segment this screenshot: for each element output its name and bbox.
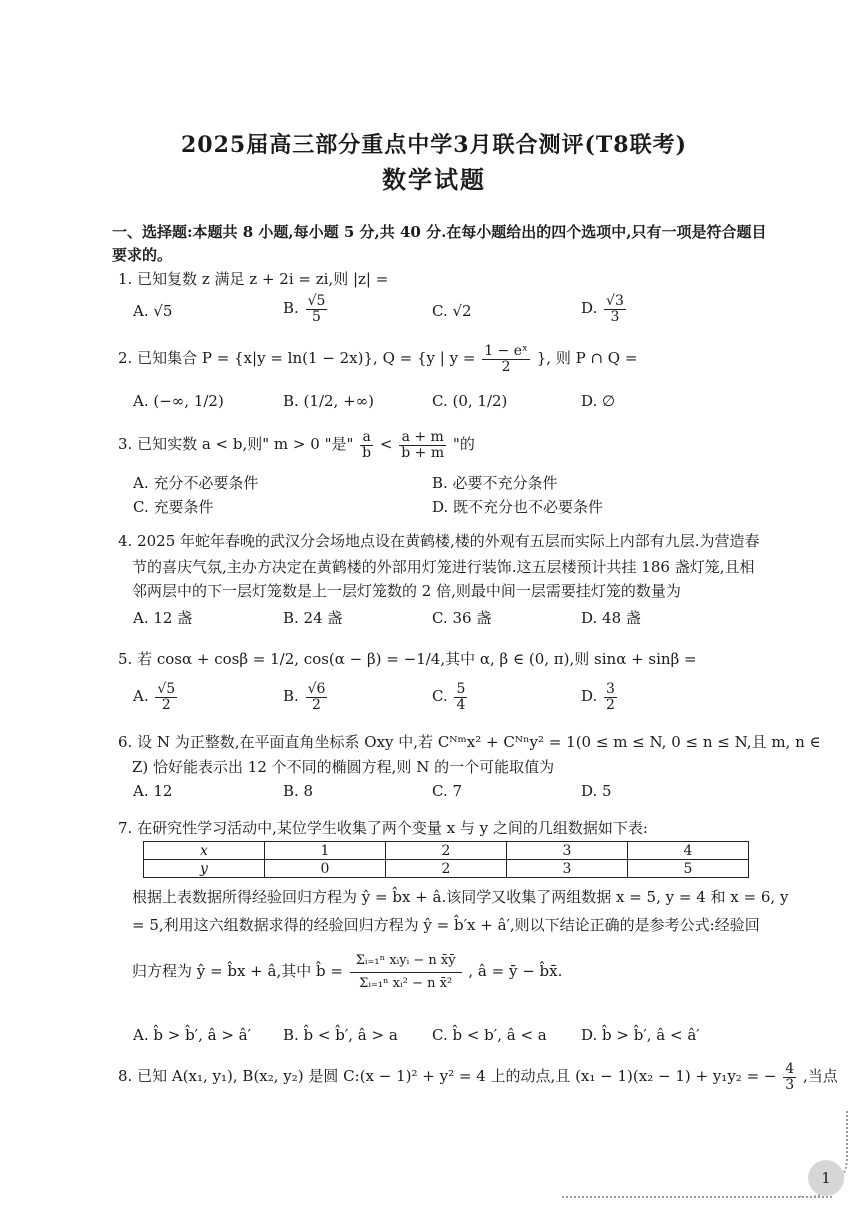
question-2-option-d: D. ∅ <box>581 392 616 410</box>
question-7-line1: 根据上表数据所得经验回归方程为 ŷ = b̂x + â.该同学又收集了两组数据 x = 5, y = 4 和 x = 6, y <box>132 888 789 906</box>
question-1-option-c: C. √2 <box>432 302 472 320</box>
question-2-option-c: C. (0, 1/2) <box>432 392 508 410</box>
fraction: $\frac{a + m}{b + m}$ <box>401 429 445 461</box>
question-6-option-b: B. 8 <box>283 782 314 800</box>
question-6-line1: 6. 设 N 为正整数,在平面直角坐标系 Oxy 中,若 Cᴺᵐx² + Cᴺⁿy² = 1(0 ≤ m ≤ N, 0 ≤ n ≤ N,且 m, n ∈ <box>118 733 821 751</box>
question-1-stem: 1. 已知复数 z 满足 z + 2i = zi,则 |z| = <box>118 270 389 288</box>
question-1-option-a: A. √5 <box>133 302 173 320</box>
question-6-option-d: D. 5 <box>581 782 612 800</box>
table-cell: 1 <box>265 842 386 860</box>
question-6-option-a: A. 12 <box>133 782 173 800</box>
question-5-option-d: D. $\frac{3}{2}$ <box>581 681 615 713</box>
question-4-line3: 邻两层中的下一层灯笼数是上一层灯笼数的 2 倍,则最中间一层需要挂灯笼的数量为 <box>132 582 681 600</box>
fraction: $\frac{4}{3}$ <box>785 1061 795 1093</box>
regression-formula: $\frac{\text{Σᵢ₌₁ⁿ xᵢyᵢ − n x̄ȳ}}{\text{Σᵢ₌₁ⁿ xᵢ² − n x̄²}}$ <box>350 950 462 994</box>
section-heading-line1: 一、选择题:本题共 8 小题,每小题 5 分,共 40 分.在每小题给出的四个选项中,只有一项是符合题目 <box>112 223 767 241</box>
question-3-option-b: B. 必要不充分条件 <box>432 474 558 492</box>
fraction: $\frac{√5}{5}$ <box>307 293 326 325</box>
table-cell: 0 <box>265 860 386 878</box>
table-cell: 5 <box>628 860 749 878</box>
section-heading-line2: 要求的。 <box>112 246 173 264</box>
dotted-border <box>562 1196 832 1198</box>
fraction: $\frac{\text{1 − eˣ}}{2}$ <box>484 343 528 375</box>
question-7-line3: 归方程为 ŷ = b̂x + â,其中 b̂ = $\frac{\text{Σᵢ₌₁ⁿ xᵢyᵢ − n x̄ȳ}}{\text{Σᵢ₌₁ⁿ xᵢ² − n x̄²}}$ , â = ȳ − b̂x̄. <box>132 950 562 994</box>
table-cell: 3 <box>507 842 628 860</box>
question-3-stem: 3. 已知实数 a < b,则" m > 0 "是" $\frac{a}{b}$ < $\frac{a + m}{b + m}$ "的 <box>118 429 475 461</box>
question-5-option-b: B. $\frac{√6}{2}$ <box>283 681 326 713</box>
question-5-stem: 5. 若 cosα + cosβ = 1/2, cos(α − β) = −1/4,其中 α, β ∈ (0, π),则 sinα + sinβ = <box>118 650 697 668</box>
fraction: $\frac{√5}{2}$ <box>157 681 176 713</box>
table-cell: 3 <box>507 860 628 878</box>
table-cell: y <box>144 860 265 878</box>
question-7-option-b: B. b̂ < b̂′, â > a <box>283 1026 398 1044</box>
fraction: $\frac{5}{4}$ <box>456 681 466 713</box>
question-5-option-c: C. $\frac{5}{4}$ <box>432 681 466 713</box>
question-4-line1: 4. 2025 年蛇年春晚的武汉分会场地点设在黄鹤楼,楼的外观有五层而实际上内部有九层.为营造春 <box>118 532 760 550</box>
question-3-option-a: A. 充分不必要条件 <box>133 474 259 492</box>
page-number: 1 <box>808 1160 844 1196</box>
question-3-option-c: C. 充要条件 <box>133 498 214 516</box>
fraction: $\frac{√6}{2}$ <box>307 681 326 713</box>
table-cell: 2 <box>386 842 507 860</box>
option-label: B. <box>283 299 299 318</box>
fraction: $\frac{3}{2}$ <box>606 681 615 713</box>
question-4-option-c: C. 36 盏 <box>432 609 492 627</box>
table-cell: 2 <box>386 860 507 878</box>
data-table <box>143 841 749 878</box>
table-cell: 4 <box>628 842 749 860</box>
fraction: $\frac{a}{b}$ <box>362 429 372 461</box>
question-7-line2: = 5,利用这六组数据求得的经验回归方程为 ŷ = b̂′x + â′,则以下结论正确的是参考公式:经验回 <box>132 916 760 934</box>
question-7-option-c: C. b̂ < b′, â < a <box>432 1026 547 1044</box>
question-4-line2: 节的喜庆气氛,主办方决定在黄鹤楼的外部用灯笼进行装饰.这五层楼预计共挂 186 盏灯笼,且相 <box>132 558 755 576</box>
question-4-option-b: B. 24 盏 <box>283 609 343 627</box>
exam-title: 2025届高三部分重点中学3月联合测评(T8联考) <box>180 132 688 158</box>
table-cell: x <box>144 842 265 860</box>
question-5-option-a: A. $\frac{√5}{2}$ <box>133 681 176 713</box>
question-1-option-d <box>581 294 628 324</box>
question-6-line2: Z) 恰好能表示出 12 个不同的椭圆方程,则 N 的一个可能取值为 <box>132 758 555 776</box>
option-label: D. <box>581 299 598 318</box>
question-7-option-a: A. b̂ > b̂′, â > â′ <box>133 1026 252 1044</box>
question-7-stem: 7. 在研究性学习活动中,某位学生收集了两个变量 x 与 y 之间的几组数据如下表: <box>118 819 648 837</box>
fraction: $\frac{√3}{3}$ <box>606 293 624 325</box>
question-6-option-c: C. 7 <box>432 782 463 800</box>
exam-subtitle: 数学试题 <box>382 165 486 194</box>
table-row <box>144 860 749 878</box>
question-1-option-b <box>283 294 329 324</box>
question-7-option-d: D. b̂ > b̂′, â < â′ <box>581 1026 700 1044</box>
question-2-stem: 2. 已知集合 P = {x|y = ln(1 − 2x)}, Q = {y | y = $\frac{\text{1 − eˣ}}{2}$ }, 则 P ∩ Q = <box>118 343 638 375</box>
table-row <box>144 842 749 860</box>
question-4-option-d: D. 48 盏 <box>581 609 641 627</box>
question-2-option-b: B. (1/2, +∞) <box>283 392 375 410</box>
question-2-option-a: A. (−∞, 1/2) <box>133 392 224 410</box>
question-4-option-a: A. 12 盏 <box>133 609 193 627</box>
question-8-stem: 8. 已知 A(x₁, y₁), B(x₂, y₂) 是圆 C:(x − 1)² + y² = 4 上的动点,且 (x₁ − 1)(x₂ − 1) + y₁y₂ = − $\frac{4}{3}$ ,当点 <box>118 1061 838 1093</box>
question-3-option-d: D. 既不充分也不必要条件 <box>432 498 604 516</box>
